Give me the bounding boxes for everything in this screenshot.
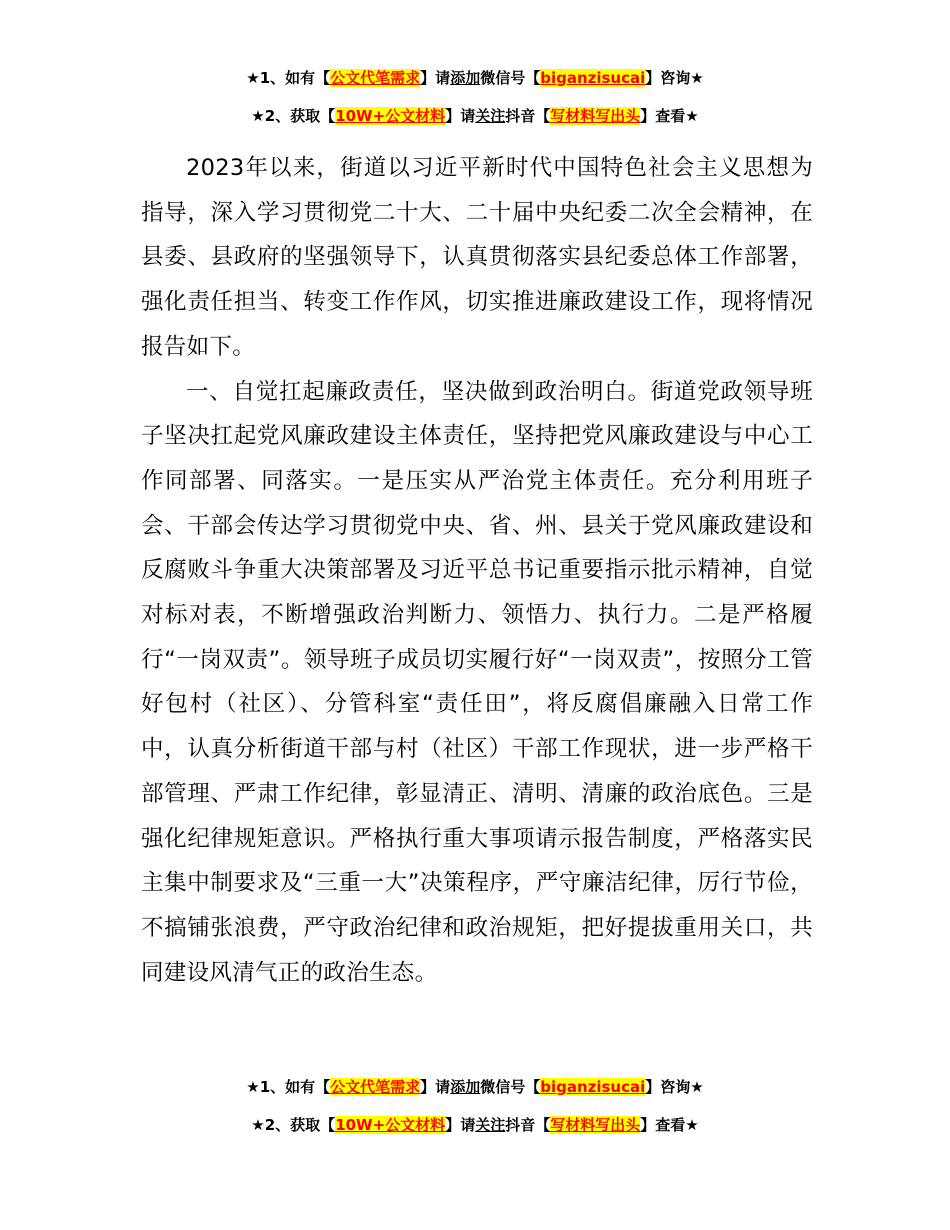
notice-underline: 添加 <box>450 69 481 87</box>
notice-text: 】查看★ <box>640 1116 699 1134</box>
notice-text: ★2、获取【 <box>251 1116 336 1134</box>
notice-text: 】请 <box>420 69 451 87</box>
body-paragraph-intro: 2023年以来，街道以习近平新时代中国特色社会主义思想为指导，深入学习贯彻党二十大、二十届中央纪委二次全会精神，在县委、县政府的坚强领导下，认真贯彻落实县纪委总体工作部署，强化责任担当、转变工作作风，切实推进廉政建设工作，现将情况报告如下。 <box>141 155 813 360</box>
notice-highlight: 写材料写出头 <box>550 107 641 125</box>
notice-text: 抖音【 <box>505 107 551 125</box>
notice-text: 】咨询★ <box>645 1078 704 1096</box>
notice-highlight: 公文代笔需求 <box>330 69 421 87</box>
notice-text: ★2、获取【 <box>251 107 336 125</box>
document-body <box>141 146 813 995</box>
notice-highlight: 10W+公文材料 <box>335 1116 446 1134</box>
notice-highlight: biganzisucai <box>540 1078 646 1096</box>
footer-notice-2 <box>0 1115 950 1135</box>
header-notice-1 <box>0 68 950 88</box>
body-paragraph-section-1: 一、自觉扛起廉政责任，坚决做到政治明白。街道党政领导班子坚决扛起党风廉政建设主体责任，坚持把党风廉政建设与中心工作同部署、同落实。一是压实从严治党主体责任。充分利用班子会、干部会传达学习贯彻党中央、省、州、县关于党风廉政建设和反腐败斗争重大决策部署及习近平总书记重要指示批示精神，自觉对标对表，不断增强政治判断力、领悟力、执行力。二是严格履行“一岗双责”。领导班子成员切实履行好“一岗双责”，按照分工管好包村（社区）、分管科室“责任田”，将反腐倡廉融入日常工作中，认真分析街道干部与村（社区）干部工作现状，进一步严格干部管理、严肃工作纪律，彰显清正、清明、清廉的政治底色。三是强化纪律规矩意识。严格执行重大事项请示报告制度，严格落实民主集中制要求及“三重一大”决策程序，严守廉洁纪律，厉行节俭，不搞铺张浪费，严守政治纪律和政治规矩，把好提拔重用关口，共同建设风清气正的政治生态。 <box>141 378 813 986</box>
notice-highlight: 10W+公文材料 <box>335 107 446 125</box>
footer-notice-1 <box>0 1077 950 1097</box>
notice-text: 微信号【 <box>480 1078 541 1096</box>
notice-text: 抖音【 <box>505 1116 551 1134</box>
notice-text: 】咨询★ <box>645 69 704 87</box>
notice-text: ★1、如有【 <box>246 69 331 87</box>
notice-underline: 关注 <box>475 107 506 125</box>
notice-text: ★1、如有【 <box>246 1078 331 1096</box>
notice-text: 微信号【 <box>480 69 541 87</box>
notice-highlight: 公文代笔需求 <box>330 1078 421 1096</box>
header-notice-2 <box>0 106 950 126</box>
notice-text: 】查看★ <box>640 107 699 125</box>
notice-highlight: 写材料写出头 <box>550 1116 641 1134</box>
notice-text: 】请 <box>445 1116 476 1134</box>
notice-underline: 添加 <box>450 1078 481 1096</box>
notice-text: 】请 <box>445 107 476 125</box>
notice-underline: 关注 <box>475 1116 506 1134</box>
notice-text: 】请 <box>420 1078 451 1096</box>
notice-highlight: biganzisucai <box>540 69 646 87</box>
